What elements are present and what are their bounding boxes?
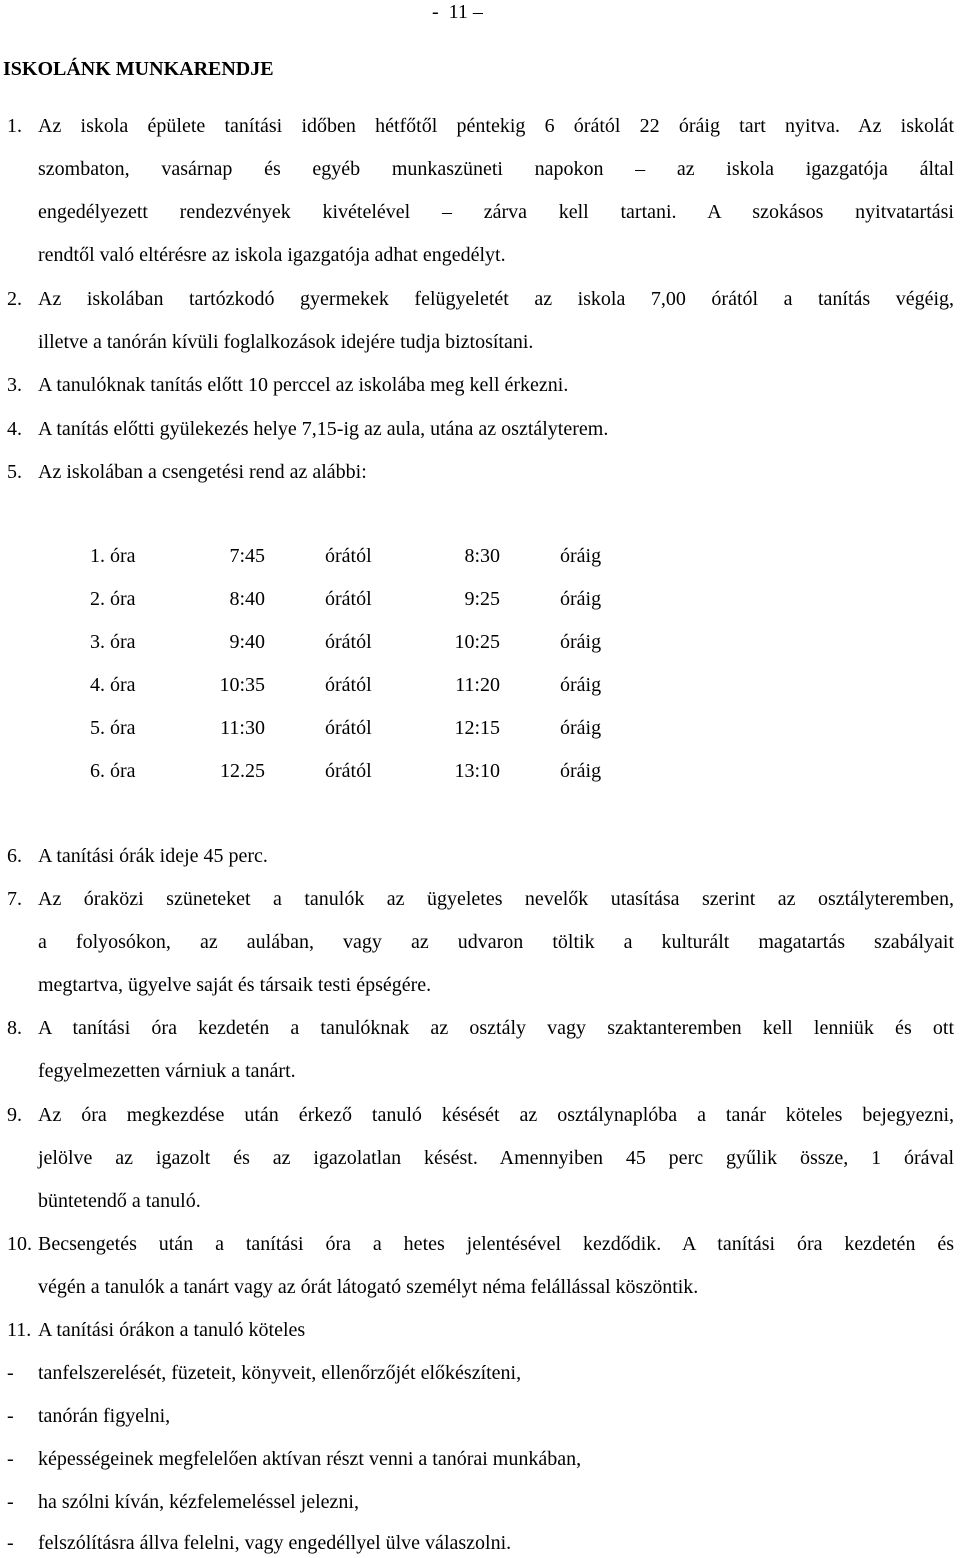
- schedule-row: [0, 629, 960, 655]
- item-line: [0, 1102, 960, 1128]
- dash-bullet: -: [7, 1532, 14, 1554]
- to-label: óráig: [560, 674, 602, 696]
- start-time: 11:30: [220, 717, 265, 739]
- item-line: [0, 929, 960, 955]
- from-label: órától: [325, 760, 372, 782]
- schedule-row: [0, 586, 960, 612]
- list-item: [0, 416, 960, 442]
- from-label: órától: [325, 588, 372, 610]
- item-text: engedélyezett rendezvények kivételével – zárva kell tartani. A szokásos nyitvatartási: [38, 201, 954, 223]
- item-text: szombaton, vasárnap és egyéb munkaszüneti napokon – az iskola igazgatója által: [38, 158, 954, 180]
- item-line: [0, 199, 960, 225]
- end-time: 9:25: [464, 588, 500, 610]
- to-label: óráig: [560, 717, 602, 739]
- from-label: órától: [325, 545, 372, 567]
- item-text: büntetendő a tanuló.: [38, 1190, 201, 1212]
- item-text: A tanítási órák ideje 45 perc.: [38, 845, 268, 867]
- item-number: 7.: [7, 888, 22, 910]
- item-line: [0, 1274, 960, 1300]
- item-text: A tanulóknak tanítás előtt 10 perccel az iskolába meg kell érkezni.: [38, 374, 569, 396]
- lesson-label: 4. óra: [90, 674, 136, 696]
- item-line: [0, 1145, 960, 1171]
- start-time: 8:40: [229, 588, 265, 610]
- item-number: 11.: [7, 1319, 32, 1341]
- schedule-row: [0, 758, 960, 784]
- lesson-label: 2. óra: [90, 588, 136, 610]
- duty-text: ha szólni kíván, kézfelemeléssel jelezni,: [38, 1491, 359, 1513]
- list-item: [0, 372, 960, 398]
- item-text: Az óraközi szüneteket a tanulók az ügyeletes nevelők utasítása szerint az osztályteremben,: [38, 888, 954, 910]
- from-label: órától: [325, 631, 372, 653]
- item-number: 3.: [7, 374, 22, 396]
- item-line: [0, 242, 960, 268]
- duty-text: tanfelszerelését, füzeteit, könyveit, ellenőrzőjét előkészíteni,: [38, 1362, 522, 1384]
- duty-item: [0, 1530, 960, 1556]
- item-line: [0, 156, 960, 182]
- list-item: [0, 1317, 960, 1343]
- list-item: [0, 843, 960, 869]
- to-label: óráig: [560, 588, 602, 610]
- item-number: 8.: [7, 1017, 22, 1039]
- end-time: 13:10: [454, 760, 500, 782]
- item-line: [0, 286, 960, 312]
- schedule-row: [0, 543, 960, 569]
- duty-item: [0, 1360, 960, 1386]
- item-text: rendtől való eltérésre az iskola igazgatója adhat engedélyt.: [38, 244, 506, 266]
- schedule-row: [0, 672, 960, 698]
- start-time: 9:40: [229, 631, 265, 653]
- duty-item: [0, 1403, 960, 1429]
- duty-item: [0, 1489, 960, 1515]
- item-text: A tanítás előtti gyülekezés helye 7,15-ig az aula, utána az osztályterem.: [38, 418, 609, 440]
- item-number: 1.: [7, 115, 22, 137]
- from-label: órától: [325, 674, 372, 696]
- to-label: óráig: [560, 760, 602, 782]
- end-time: 12:15: [454, 717, 500, 739]
- duty-text: képességeinek megfelelően aktívan részt venni a tanórai munkában,: [38, 1448, 582, 1470]
- page-number: - 11 –: [432, 1, 483, 23]
- item-number: 5.: [7, 461, 22, 483]
- end-time: 10:25: [454, 631, 500, 653]
- item-number: 6.: [7, 845, 22, 867]
- item-line: [0, 113, 960, 139]
- lesson-label: 1. óra: [90, 545, 136, 567]
- duty-item: [0, 1446, 960, 1472]
- from-label: órától: [325, 717, 372, 739]
- item-text: Az óra megkezdése után érkező tanuló késését az osztálynaplóba a tanár köteles bejegyezni,: [38, 1104, 954, 1126]
- item-line: [0, 886, 960, 912]
- dash-bullet: -: [7, 1362, 14, 1384]
- start-time: 7:45: [229, 545, 265, 567]
- duty-text: felszólításra állva felelni, vagy engedéllyel ülve válaszolni.: [38, 1532, 512, 1554]
- dash-bullet: -: [7, 1448, 14, 1470]
- item-line: [0, 1188, 960, 1214]
- list-item: [0, 459, 960, 485]
- item-number: 4.: [7, 418, 22, 440]
- item-line: [0, 1058, 960, 1084]
- lesson-label: 6. óra: [90, 760, 136, 782]
- item-text: Becsengetés után a tanítási óra a hetes jelentésével kezdődik. A tanítási óra kezdetén és: [38, 1233, 954, 1255]
- item-text: Az iskola épülete tanítási időben hétfőtől péntekig 6 órától 22 óráig tart nyitva. Az iskolát: [38, 115, 954, 137]
- duty-text: tanórán figyelni,: [38, 1405, 171, 1427]
- item-text: fegyelmezetten várniuk a tanárt.: [38, 1060, 296, 1082]
- item-text: Az iskolában a csengetési rend az alábbi:: [38, 461, 367, 483]
- to-label: óráig: [560, 545, 602, 567]
- item-text: A tanítási óra kezdetén a tanulóknak az osztály vagy szaktanteremben kell lenniük és ott: [38, 1017, 954, 1039]
- item-text: A tanítási órákon a tanuló köteles: [38, 1319, 306, 1341]
- item-number: 2.: [7, 288, 22, 310]
- lesson-label: 3. óra: [90, 631, 136, 653]
- to-label: óráig: [560, 631, 602, 653]
- end-time: 11:20: [455, 674, 500, 696]
- item-number: 9.: [7, 1104, 22, 1126]
- item-text: a folyosókon, az aulában, vagy az udvaron töltik a kulturált magatartás szabályait: [38, 931, 954, 953]
- item-line: [0, 329, 960, 355]
- end-time: 8:30: [464, 545, 500, 567]
- document-heading: ISKOLÁNK MUNKARENDJE: [3, 58, 274, 80]
- item-line: [0, 972, 960, 998]
- schedule-row: [0, 715, 960, 741]
- item-line: [0, 1231, 960, 1257]
- item-text: illetve a tanórán kívüli foglalkozások idejére tudja biztosítani.: [38, 331, 534, 353]
- item-text: megtartva, ügyelve saját és társaik testi épségére.: [38, 974, 432, 996]
- item-text: jelölve az igazolt és az igazolatlan késést. Amennyiben 45 perc gyűlik össze, 1 órával: [38, 1147, 954, 1169]
- item-text: Az iskolában tartózkodó gyermekek felügyeletét az iskola 7,00 órától a tanítás végéig,: [38, 288, 954, 310]
- lesson-label: 5. óra: [90, 717, 136, 739]
- item-text: végén a tanulók a tanárt vagy az órát látogató személyt néma felállással köszöntik.: [38, 1276, 699, 1298]
- item-number: 10.: [7, 1233, 32, 1255]
- dash-bullet: -: [7, 1405, 14, 1427]
- start-time: 10:35: [219, 674, 265, 696]
- start-time: 12.25: [220, 760, 265, 782]
- item-line: [0, 1015, 960, 1041]
- dash-bullet: -: [7, 1491, 14, 1513]
